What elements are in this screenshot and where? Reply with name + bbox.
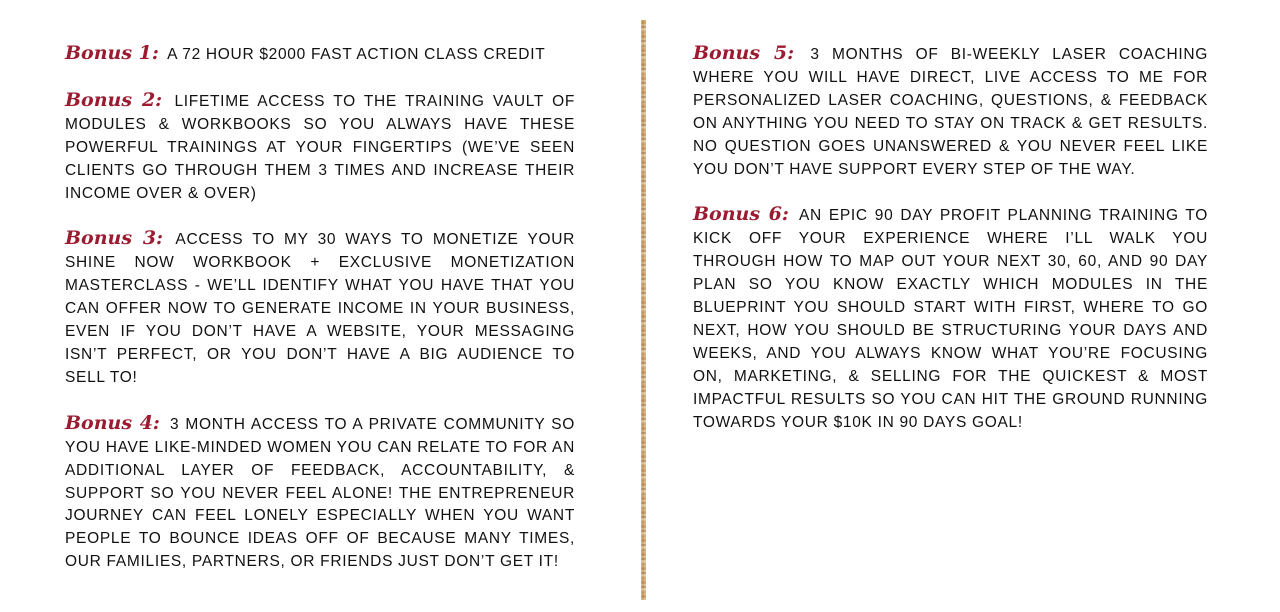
bonus-1 (65, 42, 575, 67)
bonus-4 (65, 412, 575, 574)
bonus-2 (65, 89, 575, 206)
bonus-4-text: 3 MONTH ACCESS TO A PRIVATE COMMUNITY SO YOU HAVE LIKE-MINDED WOMEN YOU CAN RELATE TO FOR AN ADDITIONAL LAYER OF FEEDBACK, ACCOUNTABILITY, & SUPPORT SO YOU NEVER FEEL ALONE! THE ENTREPRENEUR JOURNEY CAN FEEL LONELY ESPECIALLY WHEN YOU WANT PEOPLE TO BOUNCE IDEAS OFF OF BECAUSE MANY TIMES, OUR FAMILIES, PARTNERS, OR FRIENDS JUST DON’T GET IT! (65, 415, 576, 571)
right-column (693, 42, 1208, 457)
bonus-6-label: Bonus 6: (693, 203, 789, 226)
bonus-2-label: Bonus 2: (65, 88, 163, 111)
bonus-3-text: ACCESS TO MY 30 WAYS TO MONETIZE YOUR SHINE NOW WORKBOOK + EXCLUSIVE MONETIZATION MASTERCLASS - WE’LL IDENTIFY WHAT YOU HAVE THAT YOU CAN OFFER NOW TO GENERATE INCOME IN YOUR BUSINESS, EVEN IF YOU DON’T HAVE A WEBSITE, YOUR MESSAGING ISN’T PERFECT, OR YOU DON’T HAVE A BIG AUDIENCE TO SELL TO! (65, 231, 575, 386)
bonus-2-text: LIFETIME ACCESS TO THE TRAINING VAULT OF MODULES & WORKBOOKS SO YOU ALWAYS HAVE THESE POWERFUL TRAININGS AT YOUR FINGERTIPS (WE’VE SEEN CLIENTS GO THROUGH THEM 3 TIMES AND INCREASE THEIR INCOME OVER & OVER) (65, 92, 575, 202)
bonus-1-text: A 72 HOUR $2000 FAST ACTION CLASS CREDIT (167, 46, 546, 63)
divider-texture (641, 20, 646, 600)
bonus-5 (693, 42, 1208, 181)
left-column (65, 42, 575, 596)
bonus-3 (65, 227, 575, 389)
bonus-1-label: Bonus 1: (65, 42, 159, 64)
bonus-6 (693, 203, 1208, 434)
bonus-5-label: Bonus 5: (693, 42, 795, 64)
bonus-3-label: Bonus 3: (65, 227, 164, 250)
bonus-4-label: Bonus 4: (65, 411, 160, 434)
bonus-6-text: AN EPIC 90 DAY PROFIT PLANNING TRAINING TO KICK OFF YOUR EXPERIENCE WHERE I’LL WALK YOU THROUGH HOW TO MAP OUT YOUR NEXT 30, 60, AND 90 DAY PLAN SO YOU KNOW EXACTLY WHICH MODULES IN THE BLUEPRINT YOU SHOULD START WITH FIRST, WHERE TO GO NEXT, HOW YOU SHOULD BE STRUCTURING YOUR DAYS AND WEEKS, AND YOU ALWAYS KNOW WHAT YOU’RE FOCUSING ON, MARKETING, & SELLING FOR THE QUICKEST & MOST IMPACTFUL RESULTS SO YOU CAN HIT THE GROUND RUNNING TOWARDS YOUR $10K IN 90 DAYS GOAL! (693, 207, 1209, 431)
bonus-5-text: 3 MONTHS OF BI-WEEKLY LASER COACHING WHERE YOU WILL HAVE DIRECT, LIVE ACCESS TO ME FOR PERSONALIZED LASER COACHING, QUESTIONS, & FEEDBACK ON ANYTHING YOU NEED TO STAY ON TRACK & GET RESULTS. NO QUESTION GOES UNANSWERED & YOU NEVER FEEL LIKE YOU DON’T HAVE SUPPORT EVERY STEP OF THE WAY. (693, 46, 1208, 178)
